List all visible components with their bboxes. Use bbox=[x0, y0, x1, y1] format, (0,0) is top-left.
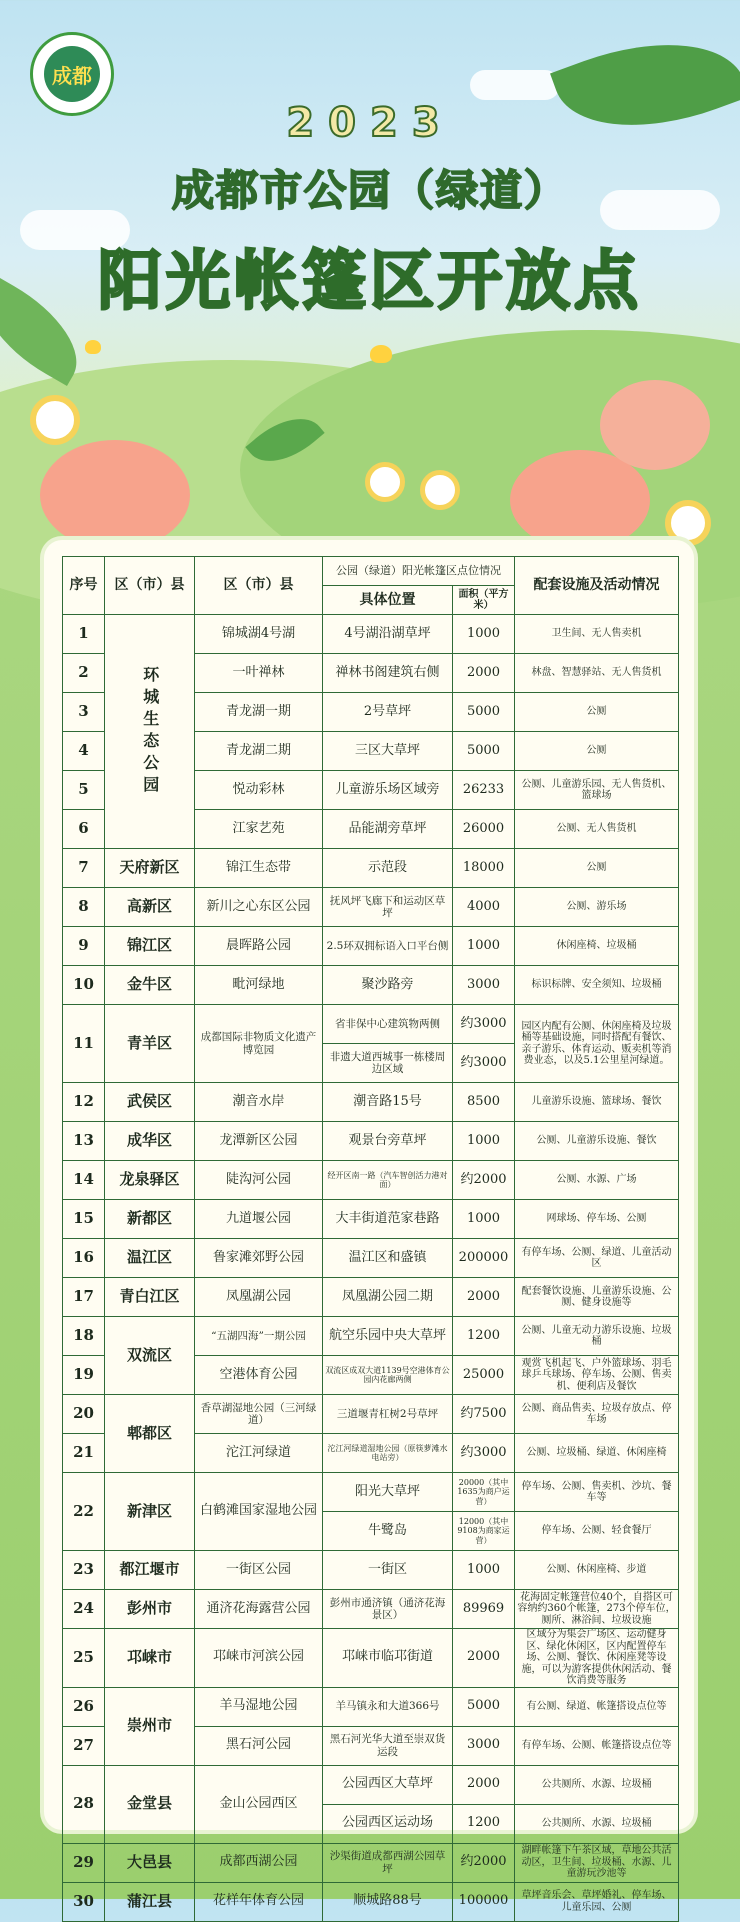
row-facilities: 草坪音乐会、草坪婚礼、停车场、儿童乐园、公厕 bbox=[515, 1882, 679, 1921]
row-facilities: 湖畔帐篷下午茶区域，草地公共活动区，卫生间、垃圾桶、水源、儿童游玩沙池等 bbox=[515, 1843, 679, 1882]
row-area: 26000 bbox=[453, 810, 515, 849]
row-seq: 9 bbox=[63, 927, 105, 966]
row-area: 约2000 bbox=[453, 1843, 515, 1882]
header-location: 具体位置 bbox=[323, 586, 453, 615]
row-park: 锦城湖4号湖 bbox=[195, 615, 323, 654]
row-seq: 28 bbox=[63, 1765, 105, 1843]
table-row bbox=[63, 615, 679, 654]
row-park: 鲁家滩郊野公园 bbox=[195, 1239, 323, 1278]
row-location: 品能湖旁草坪 bbox=[323, 810, 453, 849]
cloud bbox=[470, 70, 560, 100]
row-location: 牛鹭岛 bbox=[323, 1512, 453, 1551]
row-location: 羊马镇永和大道366号 bbox=[323, 1687, 453, 1726]
row-area: 1000 bbox=[453, 927, 515, 966]
table-row bbox=[63, 1473, 679, 1512]
row-seq: 30 bbox=[63, 1882, 105, 1921]
row-facilities: 停车场、公厕、轻食餐厅 bbox=[515, 1512, 679, 1551]
row-location: 双流区成双大道1139号空港体育公园内花廊两侧 bbox=[323, 1356, 453, 1395]
row-seq: 25 bbox=[63, 1629, 105, 1688]
row-area: 20000（其中1635为商户运营） bbox=[453, 1473, 515, 1512]
row-area: 200000 bbox=[453, 1239, 515, 1278]
row-park: 青龙湖二期 bbox=[195, 732, 323, 771]
subtitle: 成都市公园（绿道） bbox=[171, 166, 568, 215]
row-seq: 24 bbox=[63, 1590, 105, 1629]
row-seq: 29 bbox=[63, 1843, 105, 1882]
row-location: 温江区和盛镇 bbox=[323, 1239, 453, 1278]
row-park: 空港体育公园 bbox=[195, 1356, 323, 1395]
row-district: 温江区 bbox=[105, 1239, 195, 1278]
row-location: 邛崃市临邛街道 bbox=[323, 1629, 453, 1688]
header-group: 公园（绿道）阳光帐篷区点位情况 bbox=[323, 557, 515, 586]
row-park: 青龙湖一期 bbox=[195, 693, 323, 732]
row-seq: 1 bbox=[63, 615, 105, 654]
row-park: 白鹤滩国家湿地公园 bbox=[195, 1473, 323, 1551]
row-seq: 16 bbox=[63, 1239, 105, 1278]
year-title: 2023 bbox=[286, 100, 454, 146]
row-location: 2.5环双拥标语入口平台侧 bbox=[323, 927, 453, 966]
row-facilities: 林盘、智慧驿站、无人售货机 bbox=[515, 654, 679, 693]
row-seq: 4 bbox=[63, 732, 105, 771]
row-facilities: 有停车场、公厕、帐篷搭设点位等 bbox=[515, 1726, 679, 1765]
row-area: 26233 bbox=[453, 771, 515, 810]
row-area: 8500 bbox=[453, 1083, 515, 1122]
row-facilities: 公共厕所、水源、垃圾桶 bbox=[515, 1765, 679, 1804]
row-location: 彭州市通济镇（通济花海景区） bbox=[323, 1590, 453, 1629]
row-seq: 3 bbox=[63, 693, 105, 732]
row-seq: 7 bbox=[63, 849, 105, 888]
table-row bbox=[63, 888, 679, 927]
row-park: 羊马湿地公园 bbox=[195, 1687, 323, 1726]
row-park: 陡沟河公园 bbox=[195, 1161, 323, 1200]
header-district: 区（市）县 bbox=[105, 557, 195, 615]
row-facilities: 区域分为集会广场区、运动健身区、绿化休闲区，区内配置停车场、公厕、餐饮、休闲座凳等设施，可以为游客提供休闲活动、餐饮消费等服务 bbox=[515, 1629, 679, 1688]
table-row bbox=[63, 1239, 679, 1278]
row-area: 3000 bbox=[453, 1726, 515, 1765]
row-district: 武侯区 bbox=[105, 1083, 195, 1122]
flower-decoration bbox=[365, 462, 405, 502]
row-seq: 20 bbox=[63, 1395, 105, 1434]
table-row bbox=[63, 966, 679, 1005]
row-location: 禅林书阁建筑右侧 bbox=[323, 654, 453, 693]
row-park: 江家艺苑 bbox=[195, 810, 323, 849]
district-group bbox=[105, 615, 195, 849]
row-facilities: 公厕、儿童游乐园、无人售货机、篮球场 bbox=[515, 771, 679, 810]
row-area: 约3000 bbox=[453, 1434, 515, 1473]
row-area: 4000 bbox=[453, 888, 515, 927]
page-title: 阳光帐篷区开放点 bbox=[98, 245, 642, 319]
row-district: 金牛区 bbox=[105, 966, 195, 1005]
row-district: 都江堰市 bbox=[105, 1551, 195, 1590]
row-district: 成华区 bbox=[105, 1122, 195, 1161]
row-park: “五湖四海”一期公园 bbox=[195, 1317, 323, 1356]
row-location: 三区大草坪 bbox=[323, 732, 453, 771]
row-park: 潮音水岸 bbox=[195, 1083, 323, 1122]
row-location: 公园西区运动场 bbox=[323, 1804, 453, 1843]
row-location: 4号湖沿湖草坪 bbox=[323, 615, 453, 654]
row-area: 约3000 bbox=[453, 1044, 515, 1083]
table-row bbox=[63, 1317, 679, 1356]
row-district: 天府新区 bbox=[105, 849, 195, 888]
row-seq: 5 bbox=[63, 771, 105, 810]
row-district: 青白江区 bbox=[105, 1278, 195, 1317]
row-location: 示范段 bbox=[323, 849, 453, 888]
flower-decoration bbox=[420, 470, 460, 510]
row-facilities: 网球场、停车场、公厕 bbox=[515, 1200, 679, 1239]
row-facilities: 公厕、游乐场 bbox=[515, 888, 679, 927]
row-district: 青羊区 bbox=[105, 1005, 195, 1083]
row-facilities: 公厕、儿童游乐设施、餐饮 bbox=[515, 1122, 679, 1161]
row-seq: 26 bbox=[63, 1687, 105, 1726]
row-facilities: 公厕、休闲座椅、步道 bbox=[515, 1551, 679, 1590]
row-location: 非遗大道西城事一栋楼周边区域 bbox=[323, 1044, 453, 1083]
table-row bbox=[63, 1843, 679, 1882]
row-park: 凤凰湖公园 bbox=[195, 1278, 323, 1317]
row-area: 1000 bbox=[453, 1122, 515, 1161]
row-seq: 21 bbox=[63, 1434, 105, 1473]
row-seq: 12 bbox=[63, 1083, 105, 1122]
row-park: 成都西湖公园 bbox=[195, 1843, 323, 1882]
row-seq: 6 bbox=[63, 810, 105, 849]
row-district: 邛崃市 bbox=[105, 1629, 195, 1688]
row-seq: 11 bbox=[63, 1005, 105, 1083]
row-district: 龙泉驿区 bbox=[105, 1161, 195, 1200]
row-seq: 18 bbox=[63, 1317, 105, 1356]
row-area: 2000 bbox=[453, 654, 515, 693]
row-seq: 8 bbox=[63, 888, 105, 927]
row-district: 新都区 bbox=[105, 1200, 195, 1239]
header-park: 区（市）县 bbox=[195, 557, 323, 615]
row-seq: 15 bbox=[63, 1200, 105, 1239]
row-area: 18000 bbox=[453, 849, 515, 888]
row-location: 聚沙路旁 bbox=[323, 966, 453, 1005]
row-area: 1200 bbox=[453, 1317, 515, 1356]
row-facilities: 花海固定帐篷营位40个，自搭区可容纳约360个帐篷，273个停车位，厕所、淋浴间、垃圾设施 bbox=[515, 1590, 679, 1629]
row-park: 龙潭新区公园 bbox=[195, 1122, 323, 1161]
row-facilities: 公厕、儿童无动力游乐设施、垃圾桶 bbox=[515, 1317, 679, 1356]
table-row bbox=[63, 927, 679, 966]
row-location: 2号草坪 bbox=[323, 693, 453, 732]
row-location: 凤凰湖公园二期 bbox=[323, 1278, 453, 1317]
row-area: 1000 bbox=[453, 1551, 515, 1590]
row-district: 金堂县 bbox=[105, 1765, 195, 1843]
row-location: 一街区 bbox=[323, 1551, 453, 1590]
row-park: 香草湖湿地公园（三河绿道） bbox=[195, 1395, 323, 1434]
row-park: 金山公园西区 bbox=[195, 1765, 323, 1843]
row-seq: 27 bbox=[63, 1726, 105, 1765]
table-row bbox=[63, 1590, 679, 1629]
row-district: 彭州市 bbox=[105, 1590, 195, 1629]
row-district: 大邑县 bbox=[105, 1843, 195, 1882]
row-area: 89969 bbox=[453, 1590, 515, 1629]
row-seq: 14 bbox=[63, 1161, 105, 1200]
row-seq: 10 bbox=[63, 966, 105, 1005]
row-facilities: 公厕 bbox=[515, 693, 679, 732]
row-park: 一街区公园 bbox=[195, 1551, 323, 1590]
row-location: 沙渠街道成都西湖公园草坪 bbox=[323, 1843, 453, 1882]
row-location: 顺城路88号 bbox=[323, 1882, 453, 1921]
row-area: 约3000 bbox=[453, 1005, 515, 1044]
row-facilities: 观赏飞机起飞、户外篮球场、羽毛球乒乓球场、停车场、公厕、售卖机、便利店及餐饮 bbox=[515, 1356, 679, 1395]
row-park: 花样年体育公园 bbox=[195, 1882, 323, 1921]
table-body bbox=[63, 615, 679, 1922]
row-park: 一叶禅林 bbox=[195, 654, 323, 693]
row-district: 郫都区 bbox=[105, 1395, 195, 1473]
table-row bbox=[63, 1161, 679, 1200]
row-location: 三道堰青杠树2号草坪 bbox=[323, 1395, 453, 1434]
tent-sites-table bbox=[62, 556, 679, 1922]
row-facilities: 公厕 bbox=[515, 732, 679, 771]
row-district: 蒲江县 bbox=[105, 1882, 195, 1921]
header-area: 面积（平方米） bbox=[453, 586, 515, 615]
row-park: 九道堰公园 bbox=[195, 1200, 323, 1239]
row-district: 锦江区 bbox=[105, 927, 195, 966]
row-area: 2000 bbox=[453, 1278, 515, 1317]
row-facilities: 儿童游乐设施、篮球场、餐饮 bbox=[515, 1083, 679, 1122]
row-area: 5000 bbox=[453, 693, 515, 732]
row-location: 航空乐园中央大草坪 bbox=[323, 1317, 453, 1356]
row-location: 潮音路15号 bbox=[323, 1083, 453, 1122]
row-seq: 2 bbox=[63, 654, 105, 693]
row-facilities: 公厕 bbox=[515, 849, 679, 888]
row-location: 儿童游乐场区域旁 bbox=[323, 771, 453, 810]
row-facilities: 公共厕所、水源、垃圾桶 bbox=[515, 1804, 679, 1843]
row-area: 约7500 bbox=[453, 1395, 515, 1434]
table-row bbox=[63, 1765, 679, 1804]
row-facilities: 有停车场、公厕、绿道、儿童活动区 bbox=[515, 1239, 679, 1278]
row-location: 黑石河光华大道至崇双货运段 bbox=[323, 1726, 453, 1765]
row-area: 2000 bbox=[453, 1765, 515, 1804]
logo-mark: 成都 bbox=[44, 46, 100, 102]
row-location: 抚风坪飞廊下和运动区草坪 bbox=[323, 888, 453, 927]
row-facilities: 公厕、无人售货机 bbox=[515, 810, 679, 849]
row-area: 25000 bbox=[453, 1356, 515, 1395]
row-area: 5000 bbox=[453, 732, 515, 771]
header-seq: 序号 bbox=[63, 557, 105, 615]
table-row bbox=[63, 1278, 679, 1317]
row-facilities: 标识标牌、安全须知、垃圾桶 bbox=[515, 966, 679, 1005]
row-area: 1000 bbox=[453, 615, 515, 654]
row-park: 黑石河公园 bbox=[195, 1726, 323, 1765]
row-area: 100000 bbox=[453, 1882, 515, 1921]
table-row bbox=[63, 1200, 679, 1239]
row-area: 1000 bbox=[453, 1200, 515, 1239]
row-district: 双流区 bbox=[105, 1317, 195, 1395]
row-area: 3000 bbox=[453, 966, 515, 1005]
table-row bbox=[63, 1687, 679, 1726]
row-location: 观景台旁草坪 bbox=[323, 1122, 453, 1161]
row-seq: 23 bbox=[63, 1551, 105, 1590]
row-park: 悦动彩林 bbox=[195, 771, 323, 810]
row-facilities: 公厕、水源、广场 bbox=[515, 1161, 679, 1200]
group-label: 环城生态公园 bbox=[140, 665, 160, 798]
row-area: 1200 bbox=[453, 1804, 515, 1843]
flower-decoration bbox=[40, 440, 190, 550]
row-facilities: 配套餐饮设施、儿童游乐设施、公厕、健身设施等 bbox=[515, 1278, 679, 1317]
row-facilities: 卫生间、无人售卖机 bbox=[515, 615, 679, 654]
table-row bbox=[63, 1005, 679, 1044]
row-district: 高新区 bbox=[105, 888, 195, 927]
row-district: 崇州市 bbox=[105, 1687, 195, 1765]
row-park: 新川之心东区公园 bbox=[195, 888, 323, 927]
row-location: 大丰街道范家巷路 bbox=[323, 1200, 453, 1239]
row-seq: 13 bbox=[63, 1122, 105, 1161]
row-district: 新津区 bbox=[105, 1473, 195, 1551]
table-row bbox=[63, 1122, 679, 1161]
table-row bbox=[63, 1629, 679, 1688]
row-park: 沱江河绿道 bbox=[195, 1434, 323, 1473]
row-area: 12000（其中9108为商家运营） bbox=[453, 1512, 515, 1551]
row-location: 沱江河绿道湿地公园（原筷萝滩水电站旁） bbox=[323, 1434, 453, 1473]
header-facilities: 配套设施及活动情况 bbox=[515, 557, 679, 615]
row-facilities: 休闲座椅、垃圾桶 bbox=[515, 927, 679, 966]
row-facilities: 公厕、垃圾桶、绿道、休闲座椅 bbox=[515, 1434, 679, 1473]
row-park: 成都国际非物质文化遗产博览园 bbox=[195, 1005, 323, 1083]
row-park: 毗河绿地 bbox=[195, 966, 323, 1005]
row-park: 通济花海露营公园 bbox=[195, 1590, 323, 1629]
row-location: 省非保中心建筑物两侧 bbox=[323, 1005, 453, 1044]
row-facilities: 园区内配有公厕、休闲座椅及垃圾桶等基础设施，同时搭配有餐饮、亲子游乐、体育运动、贩卖机等消费业态，以及5.1公里星河绿道。 bbox=[515, 1005, 679, 1083]
row-park: 邛崃市河滨公园 bbox=[195, 1629, 323, 1688]
flower-decoration bbox=[600, 380, 710, 470]
table-row bbox=[63, 1882, 679, 1921]
row-facilities: 停车场、公厕、售卖机、沙坑、餐车等 bbox=[515, 1473, 679, 1512]
row-area: 5000 bbox=[453, 1687, 515, 1726]
row-area: 约2000 bbox=[453, 1161, 515, 1200]
flower-decoration bbox=[30, 395, 80, 445]
row-location: 经开区南一路（汽车智创活力港对面） bbox=[323, 1161, 453, 1200]
row-seq: 17 bbox=[63, 1278, 105, 1317]
butterfly-icon bbox=[370, 345, 392, 363]
row-facilities: 有公厕、绿道、帐篷搭设点位等 bbox=[515, 1687, 679, 1726]
row-facilities: 公厕、商品售卖、垃圾存放点、停车场 bbox=[515, 1395, 679, 1434]
row-location: 阳光大草坪 bbox=[323, 1473, 453, 1512]
row-seq: 22 bbox=[63, 1473, 105, 1551]
table-row bbox=[63, 1395, 679, 1434]
table-row bbox=[63, 1083, 679, 1122]
table-row bbox=[63, 1551, 679, 1590]
table-row bbox=[63, 849, 679, 888]
row-park: 锦江生态带 bbox=[195, 849, 323, 888]
row-area: 2000 bbox=[453, 1629, 515, 1688]
row-seq: 19 bbox=[63, 1356, 105, 1395]
row-location: 公园西区大草坪 bbox=[323, 1765, 453, 1804]
butterfly-icon bbox=[85, 340, 101, 354]
row-park: 晨晖路公园 bbox=[195, 927, 323, 966]
